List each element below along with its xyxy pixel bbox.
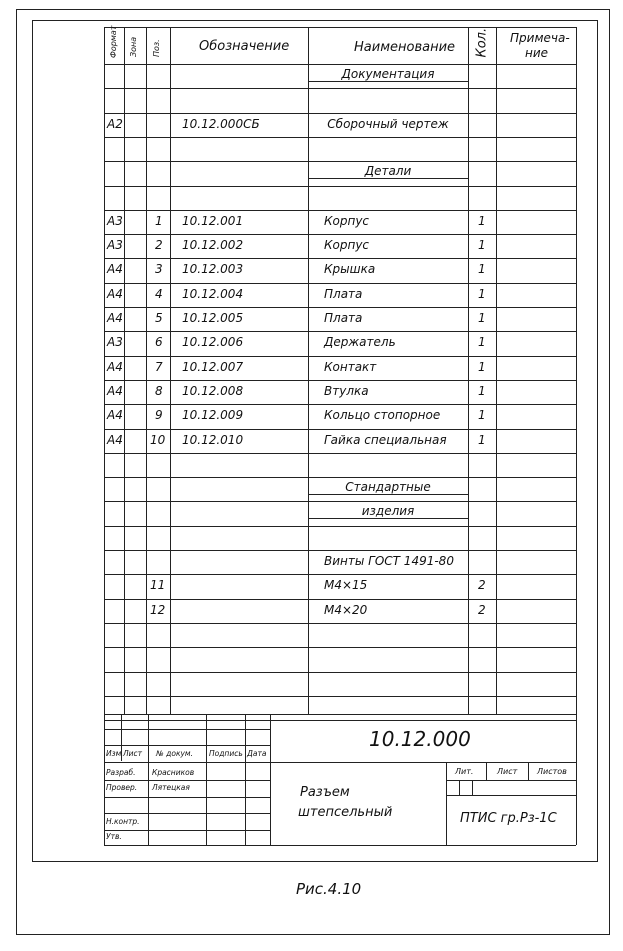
- stamp-line: [121, 714, 122, 761]
- cell-pos: 3: [155, 262, 163, 277]
- cell-designation: 10.12.003: [182, 262, 244, 277]
- cell-qty: 1: [478, 408, 486, 423]
- row-line: [104, 113, 576, 114]
- header-format: Формат: [109, 25, 118, 58]
- cell-qty: 2: [478, 602, 486, 617]
- stamp-line: [104, 780, 270, 781]
- stamp-col-date: Дата: [247, 749, 267, 758]
- cell-qty: 1: [478, 213, 486, 228]
- header-name: Наименование: [354, 40, 456, 55]
- row-line: [104, 234, 576, 235]
- column-line: [170, 27, 171, 714]
- column-line: [124, 27, 125, 714]
- stamp-title-line2: штепсельный: [298, 805, 393, 820]
- figure-caption: Рис.4.10: [296, 880, 362, 898]
- cell-pos: 2: [155, 238, 163, 253]
- cell-pos: 10: [150, 432, 166, 447]
- stamp-nkontr-label: Н.контр.: [106, 817, 140, 826]
- stamp-listov-label: Листов: [537, 767, 567, 776]
- cell-pos: 11: [150, 578, 166, 593]
- cell-designation: 10.12.009: [182, 408, 244, 423]
- row-line: [104, 404, 576, 405]
- stamp-line: [576, 714, 577, 845]
- stamp-title-line1: Разъем: [300, 785, 350, 800]
- row-line: [104, 283, 576, 284]
- cell-qty: 1: [478, 238, 486, 253]
- cell-format: А4: [107, 383, 123, 398]
- row-line: [104, 501, 576, 502]
- cell-name: Контакт: [324, 359, 377, 374]
- row-line: [104, 380, 576, 381]
- cell-pos: 1: [155, 213, 163, 228]
- cell-qty: 1: [478, 383, 486, 398]
- stamp-line: [104, 797, 270, 798]
- cell-pos: 6: [155, 335, 163, 350]
- cell-format: А4: [107, 359, 123, 374]
- stamp-line: [104, 714, 576, 715]
- stamp-line: [446, 762, 447, 845]
- cell-name: Гайка специальная: [324, 432, 447, 447]
- stamp-col-izm: Изм: [106, 749, 122, 758]
- cell-name: Плата: [324, 286, 363, 301]
- row-line: [104, 161, 576, 162]
- cell-qty: 1: [478, 262, 486, 277]
- cell-name: Плата: [324, 311, 363, 325]
- stamp-col-list: Лист: [123, 749, 143, 758]
- row-line: [104, 526, 576, 527]
- cell-name: М4×15: [324, 578, 368, 593]
- stamp-line: [459, 780, 460, 795]
- row-line: [104, 258, 576, 259]
- row-line: [104, 623, 576, 624]
- section-heading: Документация: [308, 68, 468, 82]
- cell-name: Втулка: [324, 383, 369, 398]
- header-designation: Обозначение: [199, 39, 290, 54]
- stamp-line: [486, 762, 487, 780]
- cell-pos: 8: [155, 383, 163, 398]
- stamp-line: [446, 795, 576, 796]
- row-line: [104, 331, 576, 332]
- stamp-line: [270, 714, 271, 845]
- column-line: [496, 27, 497, 714]
- column-line: [308, 27, 309, 714]
- cell-format: А3: [107, 213, 123, 228]
- cell-pos: 7: [155, 359, 163, 374]
- cell-name: М4×20: [324, 602, 368, 617]
- row-line: [104, 186, 576, 187]
- stamp-line: [104, 745, 270, 746]
- cell-format: А4: [107, 311, 123, 325]
- row-line: [104, 599, 576, 600]
- cell-format: А3: [107, 238, 123, 253]
- column-line: [104, 27, 105, 714]
- cell-designation: 10.12.005: [182, 311, 244, 325]
- cell-name: Кольцо стопорное: [324, 408, 441, 423]
- table-top-line: [104, 27, 576, 28]
- cell-format: А4: [107, 408, 123, 423]
- row-line: [104, 550, 576, 551]
- header-qty: Кол.: [474, 27, 490, 58]
- cell-qty: 1: [478, 311, 486, 325]
- stamp-utv-label: Утв.: [106, 832, 122, 841]
- stamp-line: [104, 762, 270, 763]
- cell-qty: 1: [478, 359, 486, 374]
- stamp-prover-name: Лятецкая: [152, 783, 190, 792]
- cell-designation: 10.12.007: [182, 359, 244, 374]
- section-heading: Детали: [308, 165, 468, 179]
- section-heading: изделия: [308, 505, 468, 519]
- cell-format: А2: [107, 116, 123, 131]
- header-bottom-line: [104, 64, 576, 65]
- stamp-prover-label: Провер.: [106, 783, 138, 792]
- stamp-lit-label: Лит.: [455, 767, 474, 776]
- cell-format: А3: [107, 335, 123, 350]
- row-line: [104, 88, 576, 89]
- cell-format: А4: [107, 432, 123, 447]
- cell-pos: 5: [155, 311, 163, 325]
- stamp-razrab-name: Красников: [152, 768, 195, 777]
- cell-qty: 2: [478, 578, 486, 593]
- stamp-line: [104, 830, 270, 831]
- cell-designation: 10.12.000СБ: [182, 116, 260, 131]
- cell-designation: 10.12.008: [182, 383, 244, 398]
- column-line: [576, 27, 577, 714]
- row-line: [104, 574, 576, 575]
- row-line: [104, 210, 576, 211]
- column-line: [146, 27, 147, 714]
- cell-format: А4: [107, 286, 123, 301]
- cell-designation: 10.12.006: [182, 335, 244, 350]
- cell-designation: 10.12.004: [182, 286, 244, 301]
- stamp-razrab-label: Разраб.: [106, 768, 136, 777]
- header-pos: Поз.: [152, 39, 161, 57]
- row-line: [104, 356, 576, 357]
- cell-designation: 10.12.001: [182, 213, 244, 228]
- cell-format: А4: [107, 262, 123, 277]
- section-heading: Стандартные: [308, 481, 468, 495]
- cell-designation: 10.12.002: [182, 238, 244, 253]
- row-line: [104, 477, 576, 478]
- row-line: [104, 429, 576, 430]
- cell-pos: 4: [155, 286, 163, 301]
- stamp-line: [104, 813, 270, 814]
- stamp-line: [472, 780, 473, 795]
- stamp-doc-number: 10.12.000: [369, 727, 471, 751]
- stamp-col-sign: Подпись: [209, 749, 243, 758]
- row-line: [104, 696, 576, 697]
- cell-pos: 9: [155, 408, 163, 423]
- cell-designation: 10.12.010: [182, 432, 244, 447]
- row-line: [104, 307, 576, 308]
- row-line: [104, 453, 576, 454]
- cell-name: Винты ГОСТ 1491-80: [324, 554, 454, 568]
- cell-name: Держатель: [324, 335, 396, 350]
- cell-qty: 1: [478, 432, 486, 447]
- stamp-col-doc: № докум.: [156, 749, 193, 758]
- row-line: [104, 672, 576, 673]
- stamp-organization: ПТИС гр.Рз-1С: [460, 811, 557, 826]
- stamp-list-label: Лист: [497, 767, 518, 776]
- row-line: [104, 720, 576, 721]
- column-line: [468, 27, 469, 714]
- cell-name: Корпус: [324, 213, 370, 228]
- cell-qty: 1: [478, 286, 486, 301]
- header-note-line2: ние: [525, 46, 549, 60]
- cell-name: Сборочный чертеж: [327, 116, 449, 131]
- stamp-line: [528, 762, 529, 780]
- stamp-line: [446, 780, 576, 781]
- stamp-line: [104, 729, 270, 730]
- cell-pos: 12: [150, 602, 166, 617]
- header-zone: Зона: [129, 36, 138, 57]
- stamp-line: [104, 845, 576, 846]
- stamp-line: [270, 762, 576, 763]
- row-line: [104, 647, 576, 648]
- cell-name: Корпус: [324, 238, 370, 253]
- header-note-line1: Примеча-: [510, 31, 570, 45]
- cell-qty: 1: [478, 335, 486, 350]
- cell-name: Крышка: [324, 262, 376, 277]
- row-line: [104, 137, 576, 138]
